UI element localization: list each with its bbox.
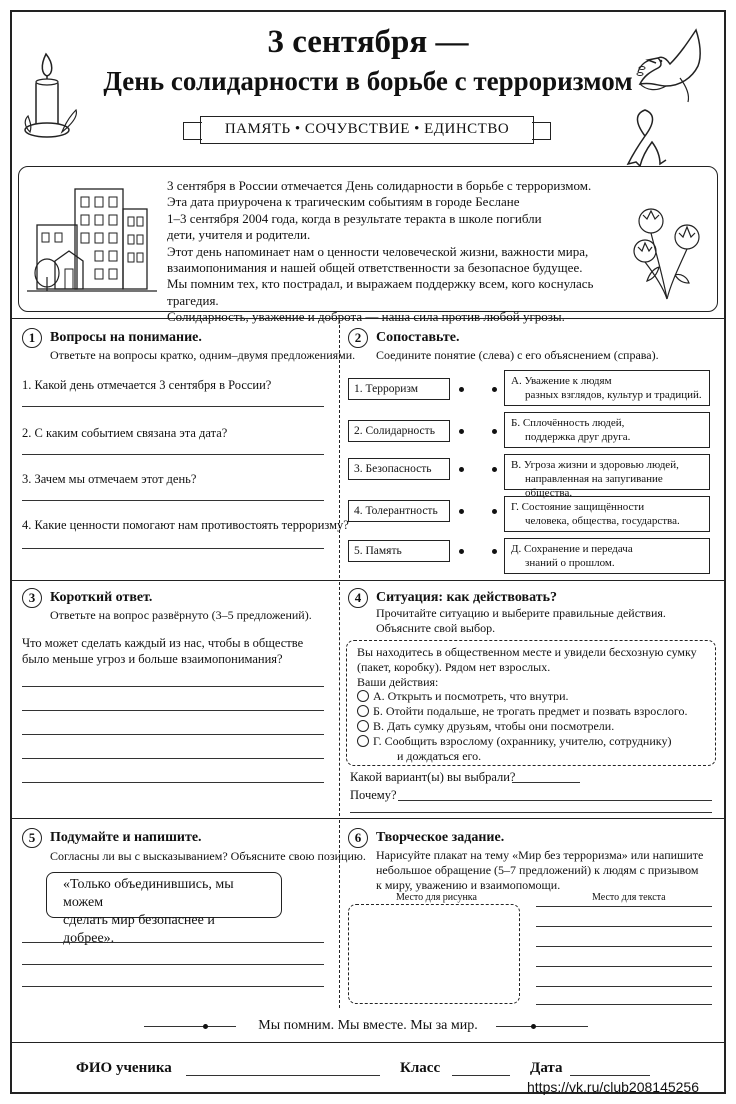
- date-field[interactable]: [570, 1075, 650, 1076]
- date-label: Дата: [530, 1060, 563, 1076]
- quote-line: сделать мир безопаснее и добрее».: [63, 913, 215, 946]
- chosen-answer-line[interactable]: [512, 782, 580, 783]
- section-number: 4: [348, 588, 368, 608]
- option-label: А. Открыть и посмотреть, что внутри.: [373, 689, 569, 704]
- section-instruction: Нарисуйте плакат на тему «Мир без терроризма» или напишите: [376, 848, 704, 862]
- question: было меньше угроз и больше взаимопонимания?: [22, 652, 283, 666]
- motto: Мы помним. Мы вместе. Мы за мир.: [258, 1018, 478, 1033]
- section-title: Сопоставьте.: [376, 330, 460, 345]
- answer-line[interactable]: [22, 758, 324, 759]
- situation-box: [346, 640, 716, 766]
- section-6-header: [348, 828, 504, 848]
- student-name-label: ФИО ученика: [76, 1060, 172, 1076]
- answer-line[interactable]: [536, 926, 712, 927]
- answer-line[interactable]: [536, 966, 712, 967]
- match-definition[interactable]: [504, 370, 710, 406]
- option-label: В. Дать сумку друзьям, чтобы они посмотрели.: [373, 718, 615, 733]
- section-4-header: [348, 588, 557, 608]
- why-answer-line[interactable]: [350, 812, 712, 813]
- option-label: Б. Отойти подальше, не трогать предмет и позвать взрослого.: [373, 704, 688, 719]
- answer-line[interactable]: [22, 986, 324, 987]
- answer-line[interactable]: [22, 406, 324, 407]
- match-dot[interactable]: [492, 387, 497, 392]
- chosen-label: Какой вариант(ы) вы выбрали?: [350, 770, 516, 784]
- section-title: Подумайте и напишите.: [50, 830, 202, 845]
- option-d[interactable]: [357, 734, 705, 749]
- motto-rule-right: [496, 1026, 588, 1027]
- section-number: 1: [22, 328, 42, 348]
- definition-line: знаний о прошлом.: [525, 557, 615, 569]
- section-instruction: Прочитайте ситуацию и выберите правильные действия.: [376, 606, 666, 620]
- section-number: 5: [22, 828, 42, 848]
- page-title-date: 3 сентября —: [267, 24, 469, 60]
- section-1-header: [22, 328, 202, 348]
- divider: [11, 318, 725, 319]
- question: 1. Какой день отмечается 3 сентября в России?: [22, 378, 272, 392]
- class-label: Класс: [400, 1060, 441, 1076]
- draw-caption: Место для рисунка: [396, 892, 477, 903]
- match-definition[interactable]: [504, 412, 710, 448]
- intro-line: Солидарность, уважение и доброта — наша сила против любой угрозы.: [167, 309, 565, 325]
- question: 2. С каким событием связана эта дата?: [22, 426, 228, 440]
- answer-line[interactable]: [22, 548, 324, 549]
- match-dot[interactable]: [459, 429, 464, 434]
- answer-line[interactable]: [22, 686, 324, 687]
- match-dot[interactable]: [492, 509, 497, 514]
- answer-line[interactable]: [22, 782, 324, 783]
- definition-line: Б. Сплочённость людей,: [511, 417, 625, 429]
- answer-line[interactable]: [22, 964, 324, 965]
- match-dot[interactable]: [459, 467, 464, 472]
- radio-button[interactable]: [357, 720, 369, 732]
- intro-box: [18, 166, 718, 325]
- definition-line: направленная на запугивание общества.: [525, 473, 663, 499]
- question: 3. Зачем мы отмечаем этот день?: [22, 472, 197, 486]
- section-title: Вопросы на понимание.: [50, 330, 202, 345]
- option-b[interactable]: [357, 704, 705, 719]
- intro-line: дети, учителя и родители.: [167, 227, 311, 243]
- option-a[interactable]: [357, 689, 705, 704]
- why-label: Почему?: [350, 788, 397, 802]
- section-instruction: Соедините понятие (слева) с его объяснением (справа).: [376, 348, 659, 362]
- match-dot[interactable]: [492, 549, 497, 554]
- option-d-continuation: и дождаться его.: [397, 748, 482, 763]
- question: Что может сделать каждый из нас, чтобы в обществе: [22, 636, 304, 650]
- drawing-area[interactable]: [348, 904, 520, 1004]
- source-url[interactable]: https://vk.ru/club208145256: [527, 1079, 700, 1095]
- definition-line: разных взглядов, культур и традиций.: [525, 389, 702, 401]
- section-instruction: Согласны ли вы с высказыванием? Объясните свою позицию.: [50, 849, 366, 863]
- section-title: Ситуация: как действовать?: [376, 590, 558, 605]
- definition-line: человека, общества, государства.: [525, 515, 680, 527]
- intro-line: Мы помним тех, кто пострадал, и выражаем поддержку всем, кого коснулась трагедия.: [167, 276, 594, 308]
- option-label: Г. Сообщить взрослому (охраннику, учителю, сотруднику): [373, 733, 672, 748]
- definition-line: А. Уважение к людям: [511, 375, 612, 387]
- section-instruction: к миру, уважению и взаимопомощи.: [376, 878, 561, 892]
- question: 4. Какие ценности помогают нам противостоять терроризму?: [22, 518, 349, 532]
- text-caption: Место для текста: [592, 892, 666, 903]
- match-term[interactable]: 3. Безопасность: [348, 458, 450, 480]
- answer-line[interactable]: [22, 734, 324, 735]
- intro-line: взаимопонимания и нашей общей ответственности за безопасное будущее.: [167, 260, 583, 276]
- match-definition[interactable]: [504, 538, 710, 574]
- answer-line[interactable]: [22, 454, 324, 455]
- dove-icon: [636, 28, 716, 108]
- motto-dot: [531, 1024, 536, 1029]
- answer-line[interactable]: [536, 946, 712, 947]
- candle-icon: [22, 50, 82, 142]
- match-dot[interactable]: [459, 509, 464, 514]
- class-field[interactable]: [452, 1075, 510, 1076]
- divider: [11, 580, 725, 581]
- column-divider: [339, 582, 340, 816]
- section-2-header: [348, 328, 459, 348]
- section-number: 6: [348, 828, 368, 848]
- match-dot[interactable]: [492, 467, 497, 472]
- section-3-header: [22, 588, 152, 608]
- quote-box: [46, 872, 282, 946]
- match-term[interactable]: 1. Терроризм: [348, 378, 450, 400]
- intro-line: Эта дата приурочена к трагическим событиям в городе Беслане: [167, 194, 520, 210]
- school-building-icon: [27, 181, 157, 299]
- match-term[interactable]: 5. Память: [348, 540, 450, 562]
- definition-line: поддержка друг друга.: [525, 431, 631, 443]
- match-term[interactable]: 2. Солидарность: [348, 420, 450, 442]
- section-5-header: [22, 828, 202, 848]
- radio-button[interactable]: [357, 735, 369, 747]
- match-dot[interactable]: [492, 429, 497, 434]
- student-name-field[interactable]: [186, 1075, 380, 1076]
- actions-label: Ваши действия:: [357, 674, 439, 689]
- section-title: Творческое задание.: [376, 830, 505, 845]
- section-number: 2: [348, 328, 368, 348]
- section-instruction: Объясните свой выбор.: [376, 621, 496, 635]
- answer-line[interactable]: [22, 500, 324, 501]
- quote-line: «Только объединившись, мы можем: [63, 877, 234, 910]
- section-instruction: Ответьте на вопросы кратко, одним–двумя предложениями.: [50, 348, 356, 362]
- why-answer-line[interactable]: [398, 800, 712, 801]
- divider: [11, 1042, 725, 1043]
- intro-line: Этот день напоминает нам о ценности человеческой жизни, важности мира,: [167, 243, 589, 259]
- section-instruction: Ответьте на вопрос развёрнуто (3–5 предложений).: [50, 608, 312, 622]
- radio-button[interactable]: [357, 705, 369, 717]
- match-term[interactable]: 4. Толерантность: [348, 500, 450, 522]
- section-instruction: небольшое обращение (5–7 предложений) к людям с призывом: [376, 863, 699, 877]
- match-dot[interactable]: [459, 387, 464, 392]
- answer-line[interactable]: [536, 906, 712, 907]
- section-title: Короткий ответ.: [50, 590, 153, 605]
- section-number: 3: [22, 588, 42, 608]
- situation-text: Вы находитесь в общественном месте и увидели бесхозную сумку: [357, 645, 697, 659]
- intro-text: [167, 178, 647, 326]
- match-dot[interactable]: [459, 549, 464, 554]
- answer-line[interactable]: [536, 1004, 712, 1005]
- page-title: День солидарности в борьбе с терроризмом: [103, 66, 633, 96]
- answer-line[interactable]: [22, 942, 324, 943]
- match-definition[interactable]: [504, 496, 710, 532]
- definition-line: Д. Сохранение и передача: [511, 543, 633, 555]
- situation-text: (пакет, коробку). Рядом нет взрослых.: [357, 659, 551, 674]
- intro-line: 3 сентября в России отмечается День солидарности в борьбе с терроризмом.: [167, 178, 592, 193]
- ribbon-icon: [622, 106, 668, 166]
- match-definition[interactable]: [504, 454, 710, 499]
- definition-line: В. Угроза жизни и здоровью людей,: [511, 459, 679, 471]
- intro-line: 1–3 сентября 2004 года, когда в результате теракта в школе погибли: [167, 210, 542, 226]
- carnation-flowers-icon: [625, 197, 711, 301]
- answer-line[interactable]: [536, 986, 712, 987]
- definition-line: Г. Состояние защищённости: [511, 501, 645, 513]
- option-c[interactable]: [357, 719, 705, 734]
- tagline-banner: ПАМЯТЬ • СОЧУВСТВИЕ • ЕДИНСТВО: [200, 116, 534, 144]
- radio-button[interactable]: [357, 690, 369, 702]
- divider: [11, 818, 725, 819]
- answer-line[interactable]: [22, 710, 324, 711]
